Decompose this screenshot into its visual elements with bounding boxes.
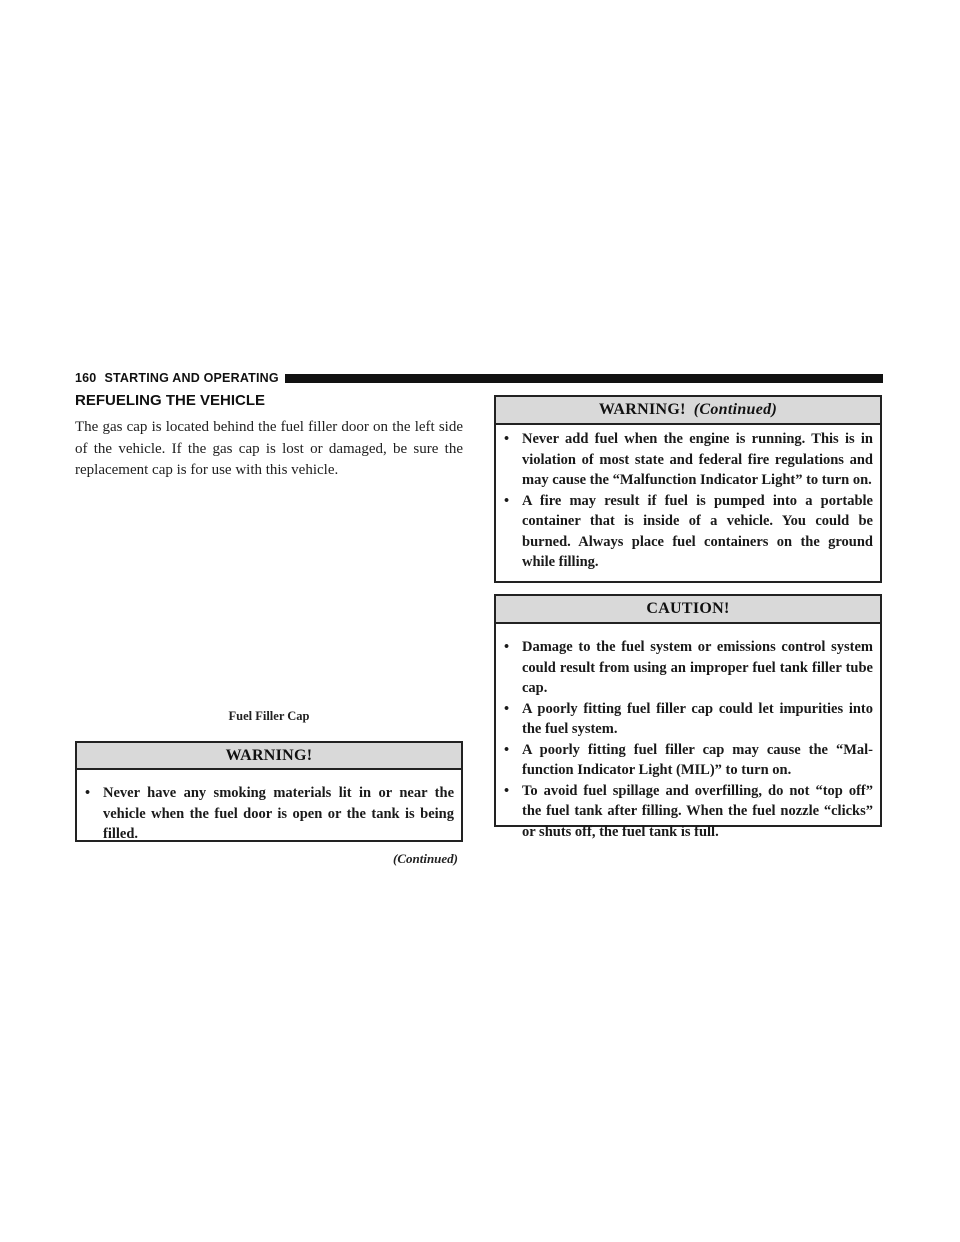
bullet-icon: • (504, 700, 510, 717)
warning-continued-box (494, 395, 882, 583)
intro-paragraph: The gas cap is located behind the fuel filler door on the left side of the vehicle. If the gas cap is lost or damaged, be sure the replacement cap is for use with this vehicle. (75, 419, 463, 478)
caution-item-text: A poorly fitting fuel filler cap may cause the “Mal-function Indicator Light (MIL)” to turn on. (522, 741, 873, 778)
continued-label: (Continued) (392, 851, 458, 866)
chapter-title: STARTING AND OPERATING (104, 371, 279, 385)
warning-title-text: WARNING! (598, 401, 686, 418)
warning-item-text: Never have any smoking materials lit in or near the vehicle when the fuel door is open or the tank is being filled. (103, 785, 454, 842)
bullet-icon: • (504, 782, 510, 799)
bullet-icon: • (504, 431, 510, 447)
warning-list (496, 425, 880, 573)
page-header (75, 370, 883, 386)
caution-title (496, 596, 880, 624)
header-text (75, 371, 279, 385)
caution-item (502, 699, 873, 740)
warning-list (77, 770, 461, 845)
page-number: 160 (75, 371, 97, 385)
warning-item (83, 783, 454, 845)
bullet-icon: • (504, 741, 510, 758)
warning-item (502, 491, 873, 573)
warning-title (77, 743, 461, 770)
warning-item (502, 429, 873, 491)
warning-continued-title (496, 397, 880, 425)
caution-item (502, 740, 873, 781)
continued-text: (Continued) (693, 401, 778, 418)
caution-item-text: To avoid fuel spillage and overfilling, do not “top off” the fuel tank after filling. When the fuel nozzle “clicks” or shuts off, the fuel tank is full. (522, 782, 873, 840)
warning-item-text: Never add fuel when the engine is running. This is in violation of most state and federal fire regulations and may cause the “Malfunction Indicator Light” to turn on. (522, 431, 873, 488)
section-title: REFUELING THE VEHICLE (75, 392, 266, 409)
warning-title-text: WARNING! (225, 747, 313, 764)
header-rule (285, 374, 883, 383)
bullet-icon: • (504, 492, 510, 509)
caution-item-text: A poorly fitting fuel filler cap could let impurities into the fuel system. (522, 700, 873, 737)
figure-caption: Fuel Filler Cap (228, 709, 310, 723)
caution-title-text: CAUTION! (646, 600, 730, 617)
caution-box (494, 594, 882, 840)
warning-item-text: A fire may result if fuel is pumped into a portable container that is inside of a vehicle. You could be burned. Always place fuel containers on the ground while filling. (522, 492, 873, 570)
caution-list (496, 624, 880, 842)
caution-item-text: Damage to the fuel system or emissions control system could result from using an improper fuel tank filler tube cap. (522, 639, 873, 696)
bullet-icon: • (85, 785, 91, 801)
fuel-filler-cap-figure (75, 488, 463, 700)
caution-item (502, 637, 873, 699)
caution-item (502, 781, 873, 843)
bullet-icon: • (504, 639, 510, 655)
warning-box (75, 741, 463, 842)
